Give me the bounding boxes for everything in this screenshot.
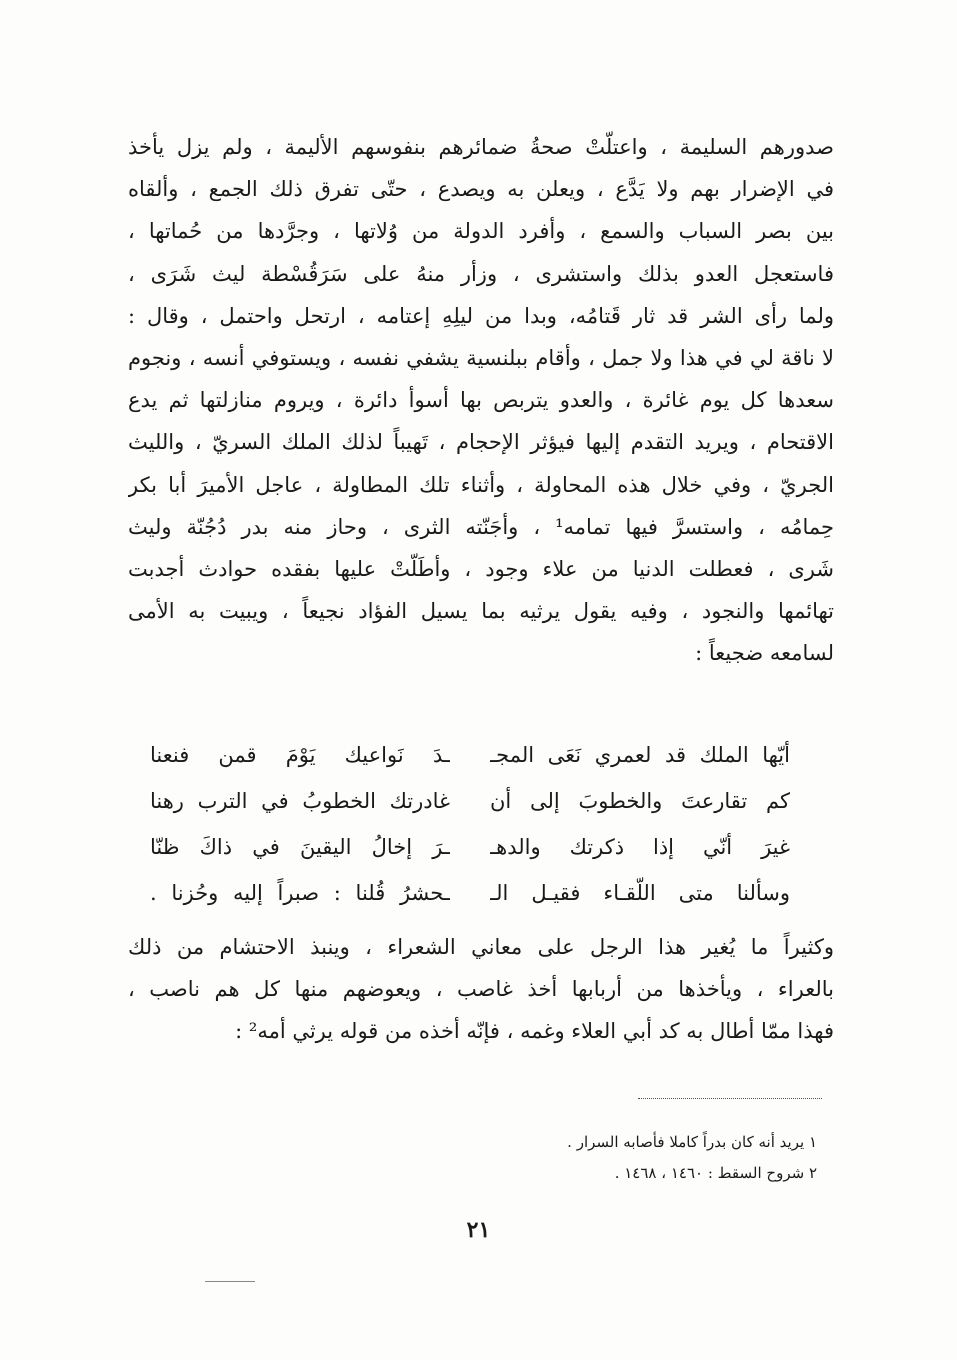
text-line: تهائمها والنجود ، وفيه يقول يرثيه بما يسيل الفؤاد نجيعاً ، ويبيت به الأمى [128, 599, 834, 624]
paragraph-prose-2 [128, 926, 834, 1053]
footnote: ٢ شروح السقط : ١٤٦٠ ، ١٤٦٨ . [614, 1164, 817, 1182]
poem-verse [150, 778, 790, 824]
verse-second-hemistich: ـحشرُ قُلنا : صبراً إليه وحُزنا . [150, 881, 450, 905]
text-line: بين بصر السباب والسمع ، وأفرد الدولة من وُلاتها ، وجرَّدها من حُماتها ، [128, 219, 834, 244]
text-line: شَرى ، فعطلت الدنيا من علاء وجود ، وأطَلّتْ عليها بفقده حوادث أجدبت [128, 556, 834, 581]
poem-verse [150, 732, 790, 778]
text-line: الاقتحام ، ويريد التقدم إليها فيؤثر الإحجام ، تَهيباً لذلك الملك السريّ ، والليث [128, 430, 834, 455]
verse-first-hemistich: أيّها الملك قد لعمري نَعَى المجـ [490, 743, 790, 767]
verse-first-hemistich: غيرَ أنّي إذا ذكرتك والدهـ [490, 835, 790, 859]
text-line: صدورهم السليمة ، واعتلّتْ صحةُ ضمائرهم بنفوسهم الأليمة ، ولم يزل يأخذ [128, 135, 834, 159]
text-line: لا ناقة لي في هذا ولا جمل ، وأقام ببلنسية يشفي نفسه ، ويستوفي أنسه ، ونجوم [128, 345, 834, 370]
footnote: ١ يريد أنه كان بدراً كاملا فأصابه السرار . [567, 1133, 817, 1151]
verse-second-hemistich: غادرتك الخطوبُ في الترب رهنا [150, 789, 450, 813]
footnote-separator [638, 1098, 822, 1099]
verse-second-hemistich: ـرَ إخالُ اليقينَ في ذاكَ ظنّا [150, 835, 450, 859]
text-line: في الإضرار بهم ولا يَدَّع ، ويعلن به ويصدع ، حتّى تفرق ذلك الجمع ، وألقاه [128, 177, 834, 202]
text-line: ولما رأى الشر قد ثار قَتامُه، وبدا من ليلِهِ إعتامه ، ارتحل واحتمل ، وقال : [128, 303, 834, 328]
verse-first-hemistich: وسألنا متى اللّقـاء فقيـل الـ [490, 881, 790, 905]
poem-verse [150, 824, 790, 870]
poem-verse [150, 870, 790, 916]
page-number: ٢١ [466, 1217, 491, 1243]
verse-first-hemistich: كم تقارعتَ والخطوبَ إلى أن [490, 789, 790, 813]
text-line: حِمامُه ، واستسرَّ فيها تمامه¹ ، وأجَنّته الثرى ، وحاز منه بدر دُجُنّة وليث [128, 514, 834, 539]
text-line: سعدها كل يوم غائرة ، والعدو يتربص بها أسوأ دائرة ، ويروم منازلتها ثم يدع [128, 388, 834, 413]
scan-mark [205, 1281, 255, 1282]
text-line: وكثيراً ما يُغير هذا الرجل على معاني الشعراء ، وينبذ الاحتشام من ذلك [128, 935, 834, 959]
poem-verses [150, 732, 790, 916]
text-line: فهذا ممّا أطال به كد أبي العلاء وغمه ، فإنّه أخذه من قوله يرثي أمه² : [235, 1019, 834, 1044]
paragraph-prose-1 [128, 126, 834, 674]
verse-second-hemistich: ـدَ نَواعيك يَوْمَ قمن فنعنا [150, 743, 450, 767]
text-line: فاستعجل العدو بذلك واستشرى ، وزأر منهُ على سَرَقُسْطة ليث شَرَى ، [128, 261, 834, 286]
footnotes [217, 1127, 817, 1189]
text-line: لسامعه ضجيعاً : [695, 641, 834, 666]
text-line: الجريّ ، وفي خلال هذه المحاولة ، وأثناء تلك المطاولة ، عاجل الأميرَ أبا بكر [128, 472, 834, 497]
text-line: بالعراء ، ويأخذها من أربابها أخذ غاصب ، ويعوضهم منها كل هم ناصب ، [128, 977, 834, 1002]
